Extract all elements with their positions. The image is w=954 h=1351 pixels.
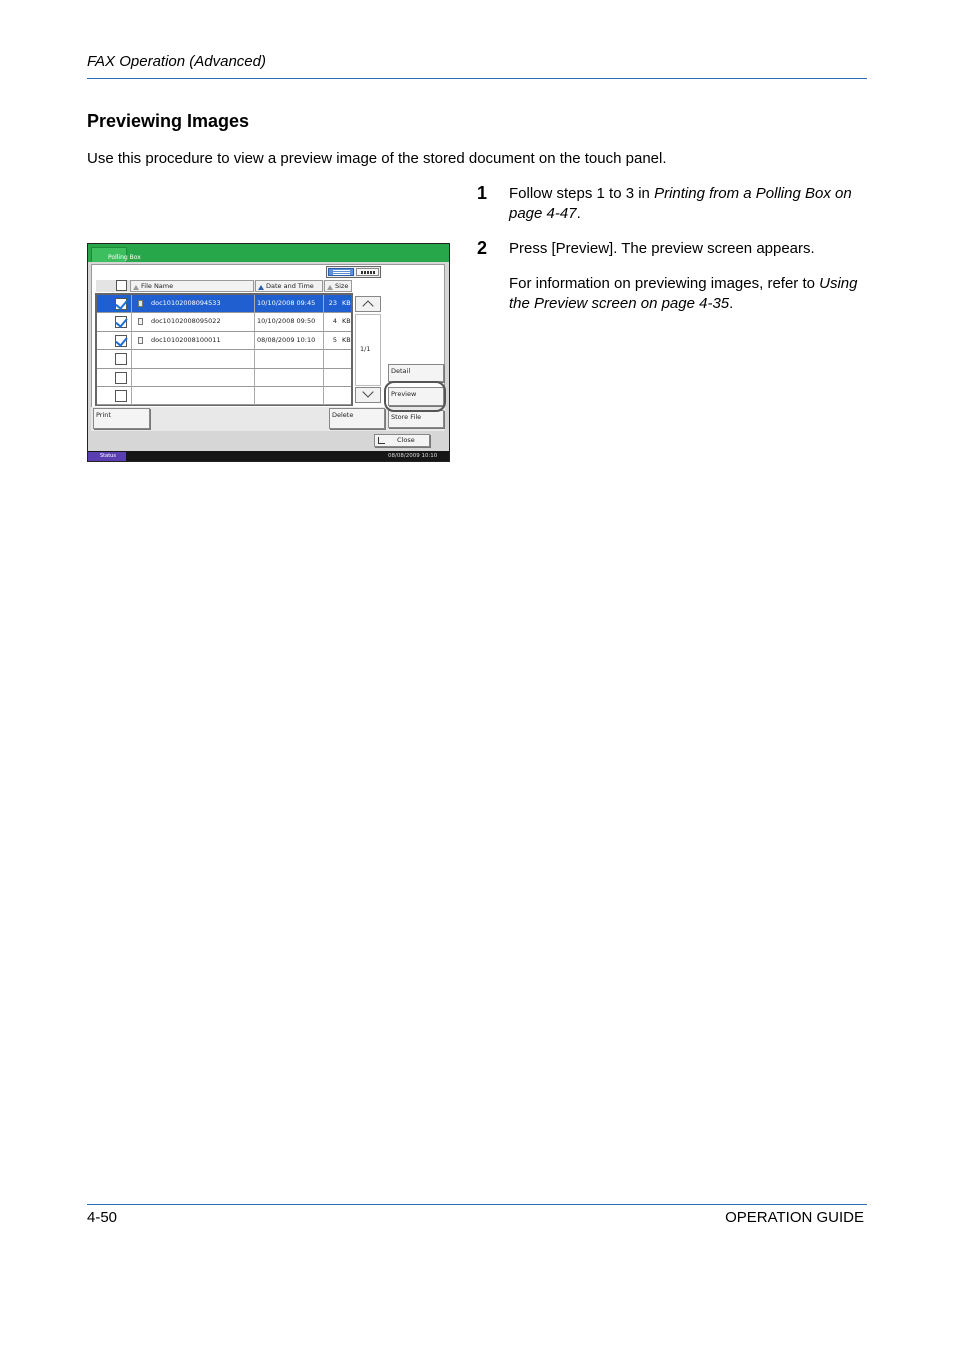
row-checkbox[interactable]	[115, 390, 127, 402]
store-file-button[interactable]: Store File	[388, 410, 444, 428]
row-checkbox[interactable]	[115, 372, 127, 384]
row-size-unit: KB	[342, 299, 351, 307]
step-1-text: Follow steps 1 to 3 in Printing from a Polling Box on page 4-47.	[509, 185, 852, 222]
page-indicator: 1/1	[360, 345, 371, 353]
column-header	[96, 280, 352, 292]
step-1-number: 1	[477, 183, 488, 203]
row-date-time: 10/10/2008 09:50	[257, 317, 316, 326]
close-button[interactable]: Close	[374, 434, 430, 447]
row-size-unit: KB	[342, 335, 351, 344]
view-toggle[interactable]	[326, 266, 381, 278]
polling-box-tab[interactable]: Polling Box	[91, 247, 127, 262]
panel-title-bar	[88, 244, 449, 262]
sort-icon	[133, 285, 139, 290]
row-date-time: 08/08/2009 10:10	[257, 335, 316, 344]
touch-panel-screenshot	[87, 243, 450, 462]
table-row[interactable]	[97, 313, 351, 331]
scroll-down-button[interactable]	[355, 387, 381, 403]
chevron-down-icon	[362, 386, 373, 397]
sort-icon	[258, 285, 264, 290]
column-size[interactable]: Size	[324, 280, 352, 292]
table-row[interactable]	[97, 369, 351, 387]
chevron-up-icon	[362, 300, 373, 311]
section-title: Previewing Images	[87, 111, 250, 131]
document-icon	[138, 318, 143, 325]
sort-icon	[327, 285, 333, 290]
row-checkbox[interactable]	[115, 298, 127, 310]
status-datetime: 08/08/2009 10:10	[388, 453, 438, 459]
page-number: 4-50	[87, 1209, 118, 1226]
row-size: 4	[332, 317, 337, 326]
document-icon	[138, 337, 143, 344]
section-intro: Use this procedure to view a preview image of the stored document on the touch panel.	[87, 150, 667, 167]
select-all-checkbox[interactable]	[116, 280, 127, 291]
table-row[interactable]	[97, 295, 351, 313]
thumbnail-view-icon[interactable]	[356, 268, 379, 276]
row-size-unit: KB	[342, 317, 351, 326]
preview-highlight-ring	[384, 381, 446, 412]
preview-button[interactable]: Preview	[388, 387, 444, 406]
step-2-note: For information on previewing images, refer to Using the Preview screen on page 4-35.	[509, 275, 858, 312]
row-size: 23	[328, 299, 337, 307]
row-checkbox[interactable]	[115, 335, 127, 347]
scroll-up-button[interactable]	[355, 296, 381, 312]
step-2-reference: Using the Preview screen on page 4-35	[509, 275, 858, 312]
file-list	[95, 293, 353, 406]
step-1-reference: Printing from a Polling Box on page 4-47	[509, 185, 852, 222]
row-checkbox[interactable]	[115, 353, 127, 365]
step-2-text: Press [Preview]. The preview screen appears.	[509, 240, 815, 257]
row-file-name: doc10102008095022	[151, 317, 221, 326]
row-size: 5	[332, 335, 337, 344]
step-2-number: 2	[477, 238, 488, 258]
guide-name: OPERATION GUIDE	[725, 1209, 864, 1226]
column-date-time[interactable]: Date and Time	[255, 280, 323, 292]
detail-button[interactable]: Detail	[388, 364, 444, 382]
table-row[interactable]	[97, 387, 351, 405]
delete-button[interactable]: Delete	[329, 408, 385, 429]
table-row[interactable]	[97, 350, 351, 368]
table-row[interactable]	[97, 332, 351, 350]
footer-rule	[87, 1204, 867, 1205]
print-button[interactable]: Print	[93, 408, 150, 429]
running-header: FAX Operation (Advanced)	[87, 53, 266, 70]
column-file-name[interactable]: File Name	[130, 280, 254, 292]
list-view-icon[interactable]	[328, 268, 354, 276]
header-rule	[87, 78, 867, 79]
row-file-name: doc10102008094533	[151, 299, 221, 307]
status-button[interactable]: Status	[88, 452, 126, 461]
document-icon	[138, 300, 143, 307]
row-checkbox[interactable]	[115, 316, 127, 328]
row-date-time: 10/10/2008 09:45	[257, 299, 316, 307]
row-file-name: doc10102008100011	[151, 335, 221, 344]
return-icon	[378, 437, 385, 444]
